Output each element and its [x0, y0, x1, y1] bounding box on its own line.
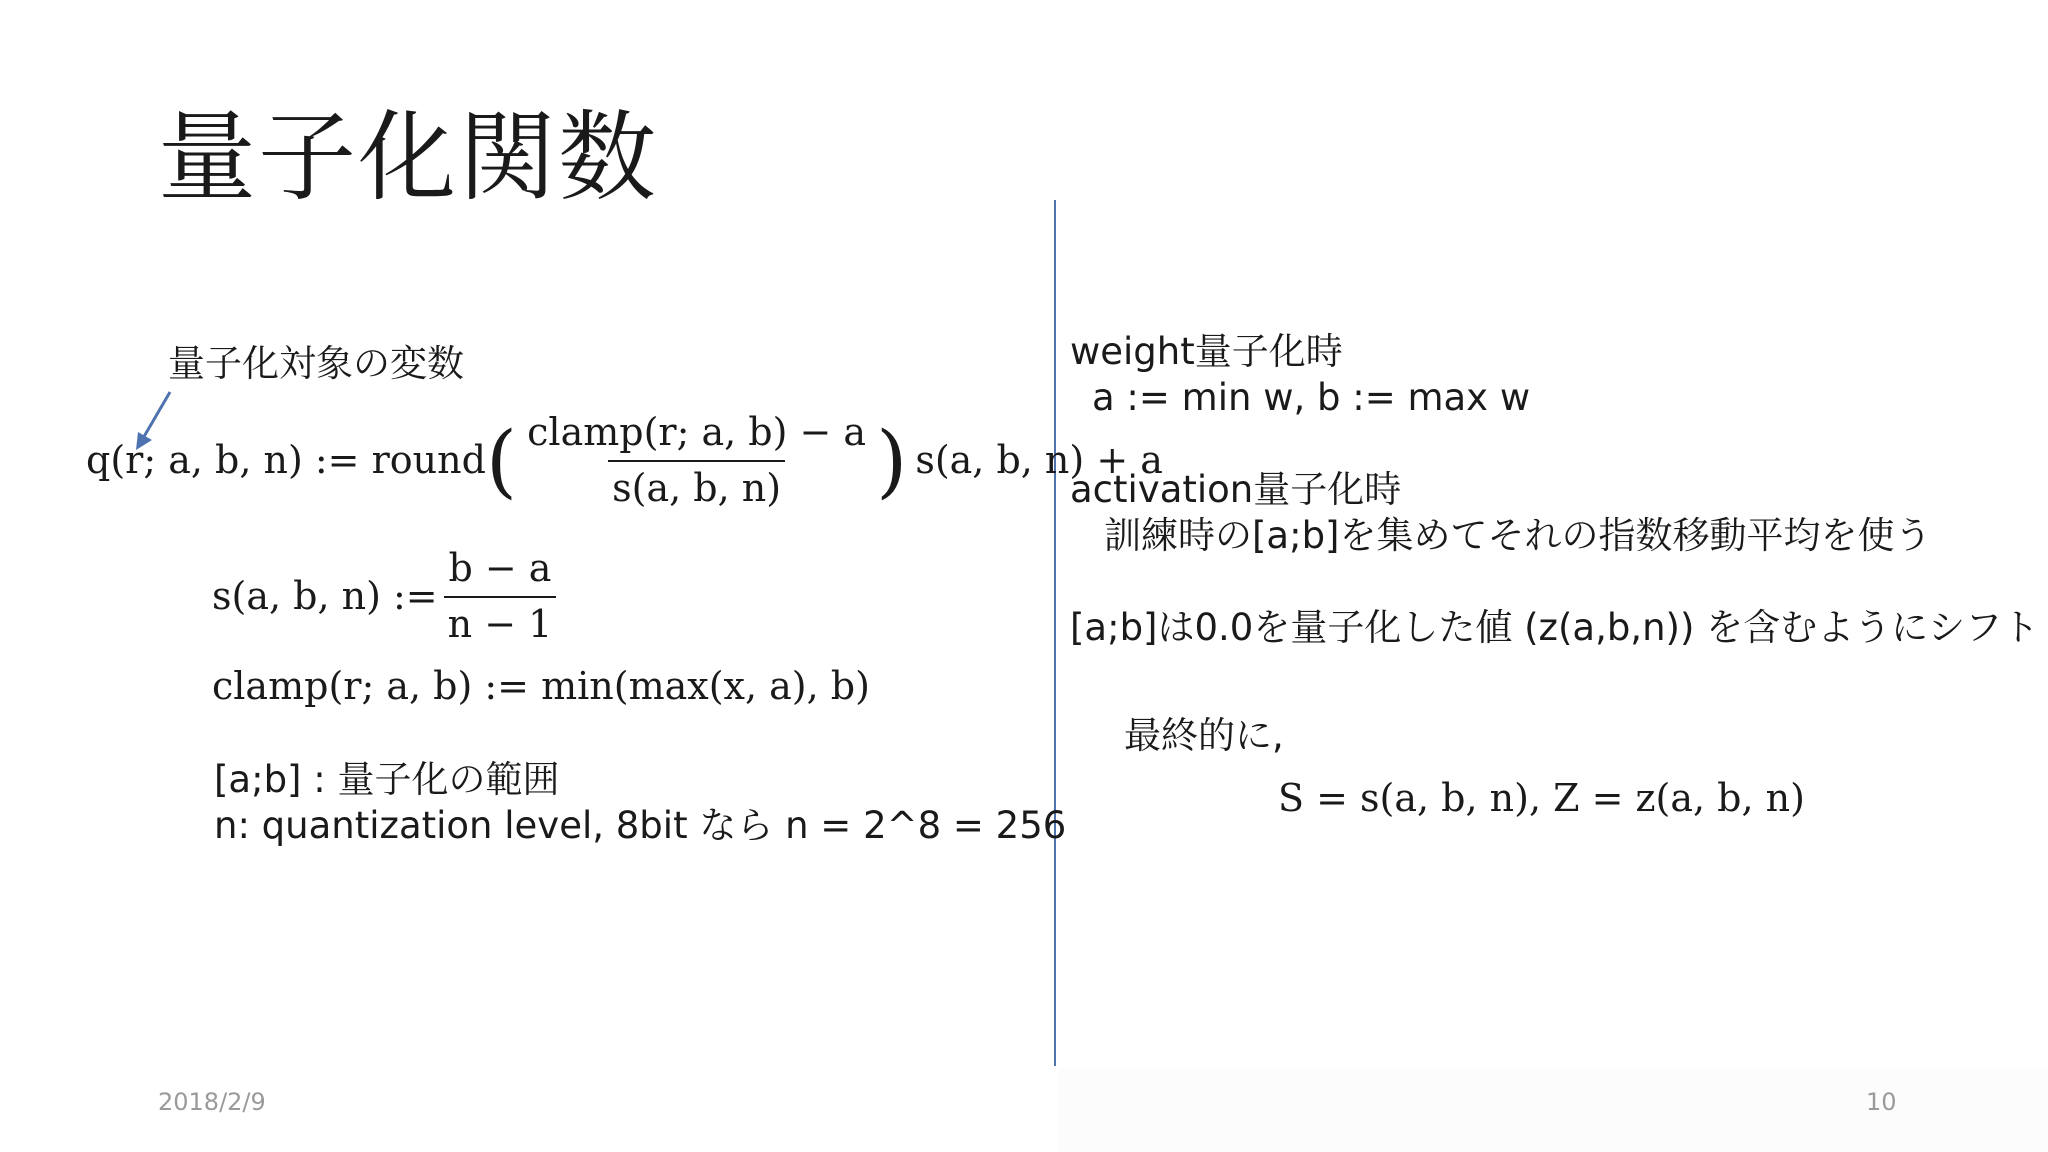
- clamp-equation: clamp(r; a, b) := min(max(x, a), b): [212, 664, 870, 708]
- weight-definition: a := min w, b := max w: [1092, 376, 1531, 419]
- eq-q-denominator: s(a, b, n): [608, 460, 785, 512]
- shift-description: [a;b]は0.0を量子化した値 (z(a,b,n)) を含むようにシフト: [1070, 606, 2040, 649]
- slide-title: 量子化関数: [158, 101, 659, 215]
- right-paren: ): [876, 413, 908, 507]
- page-number: 10: [1866, 1088, 1897, 1116]
- activation-description: 訓練時の[a;b]を集めてそれの指数移動平均を使う: [1104, 514, 1932, 557]
- eq-q-numerator: clamp(r; a, b) − a: [527, 410, 867, 454]
- eq-q-fraction: [523, 410, 870, 511]
- eq-s-denominator: n − 1: [444, 596, 557, 648]
- activation-heading: activation量子化時: [1070, 468, 1402, 511]
- column-divider: [1054, 200, 1056, 1066]
- range-description: [a;b] : 量子化の範囲: [214, 758, 560, 801]
- scale-equation: [212, 546, 562, 647]
- quantize-equation: [86, 410, 1163, 511]
- variable-annotation: 量子化対象の変数: [168, 342, 464, 385]
- eq-s-fraction: [444, 546, 557, 647]
- quantization-level-description: n: quantization level, 8bit なら n = 2^8 = 256: [214, 804, 1067, 847]
- final-equation: S = s(a, b, n), Z = z(a, b, n): [1278, 776, 1805, 820]
- footer-date: 2018/2/9: [158, 1088, 266, 1116]
- eq-s-numerator: b − a: [448, 546, 552, 590]
- eq-s-lhs: s(a, b, n) :=: [212, 573, 438, 618]
- finally-label: 最終的に,: [1124, 714, 1284, 757]
- eq-q-tail: s(a, b, n) + a: [915, 437, 1163, 482]
- weight-heading: weight量子化時: [1070, 330, 1343, 373]
- eq-q-lhs: q(r; a, b, n) := round: [86, 437, 486, 482]
- left-paren: (: [485, 413, 518, 507]
- footer-shade: [1058, 1068, 2048, 1152]
